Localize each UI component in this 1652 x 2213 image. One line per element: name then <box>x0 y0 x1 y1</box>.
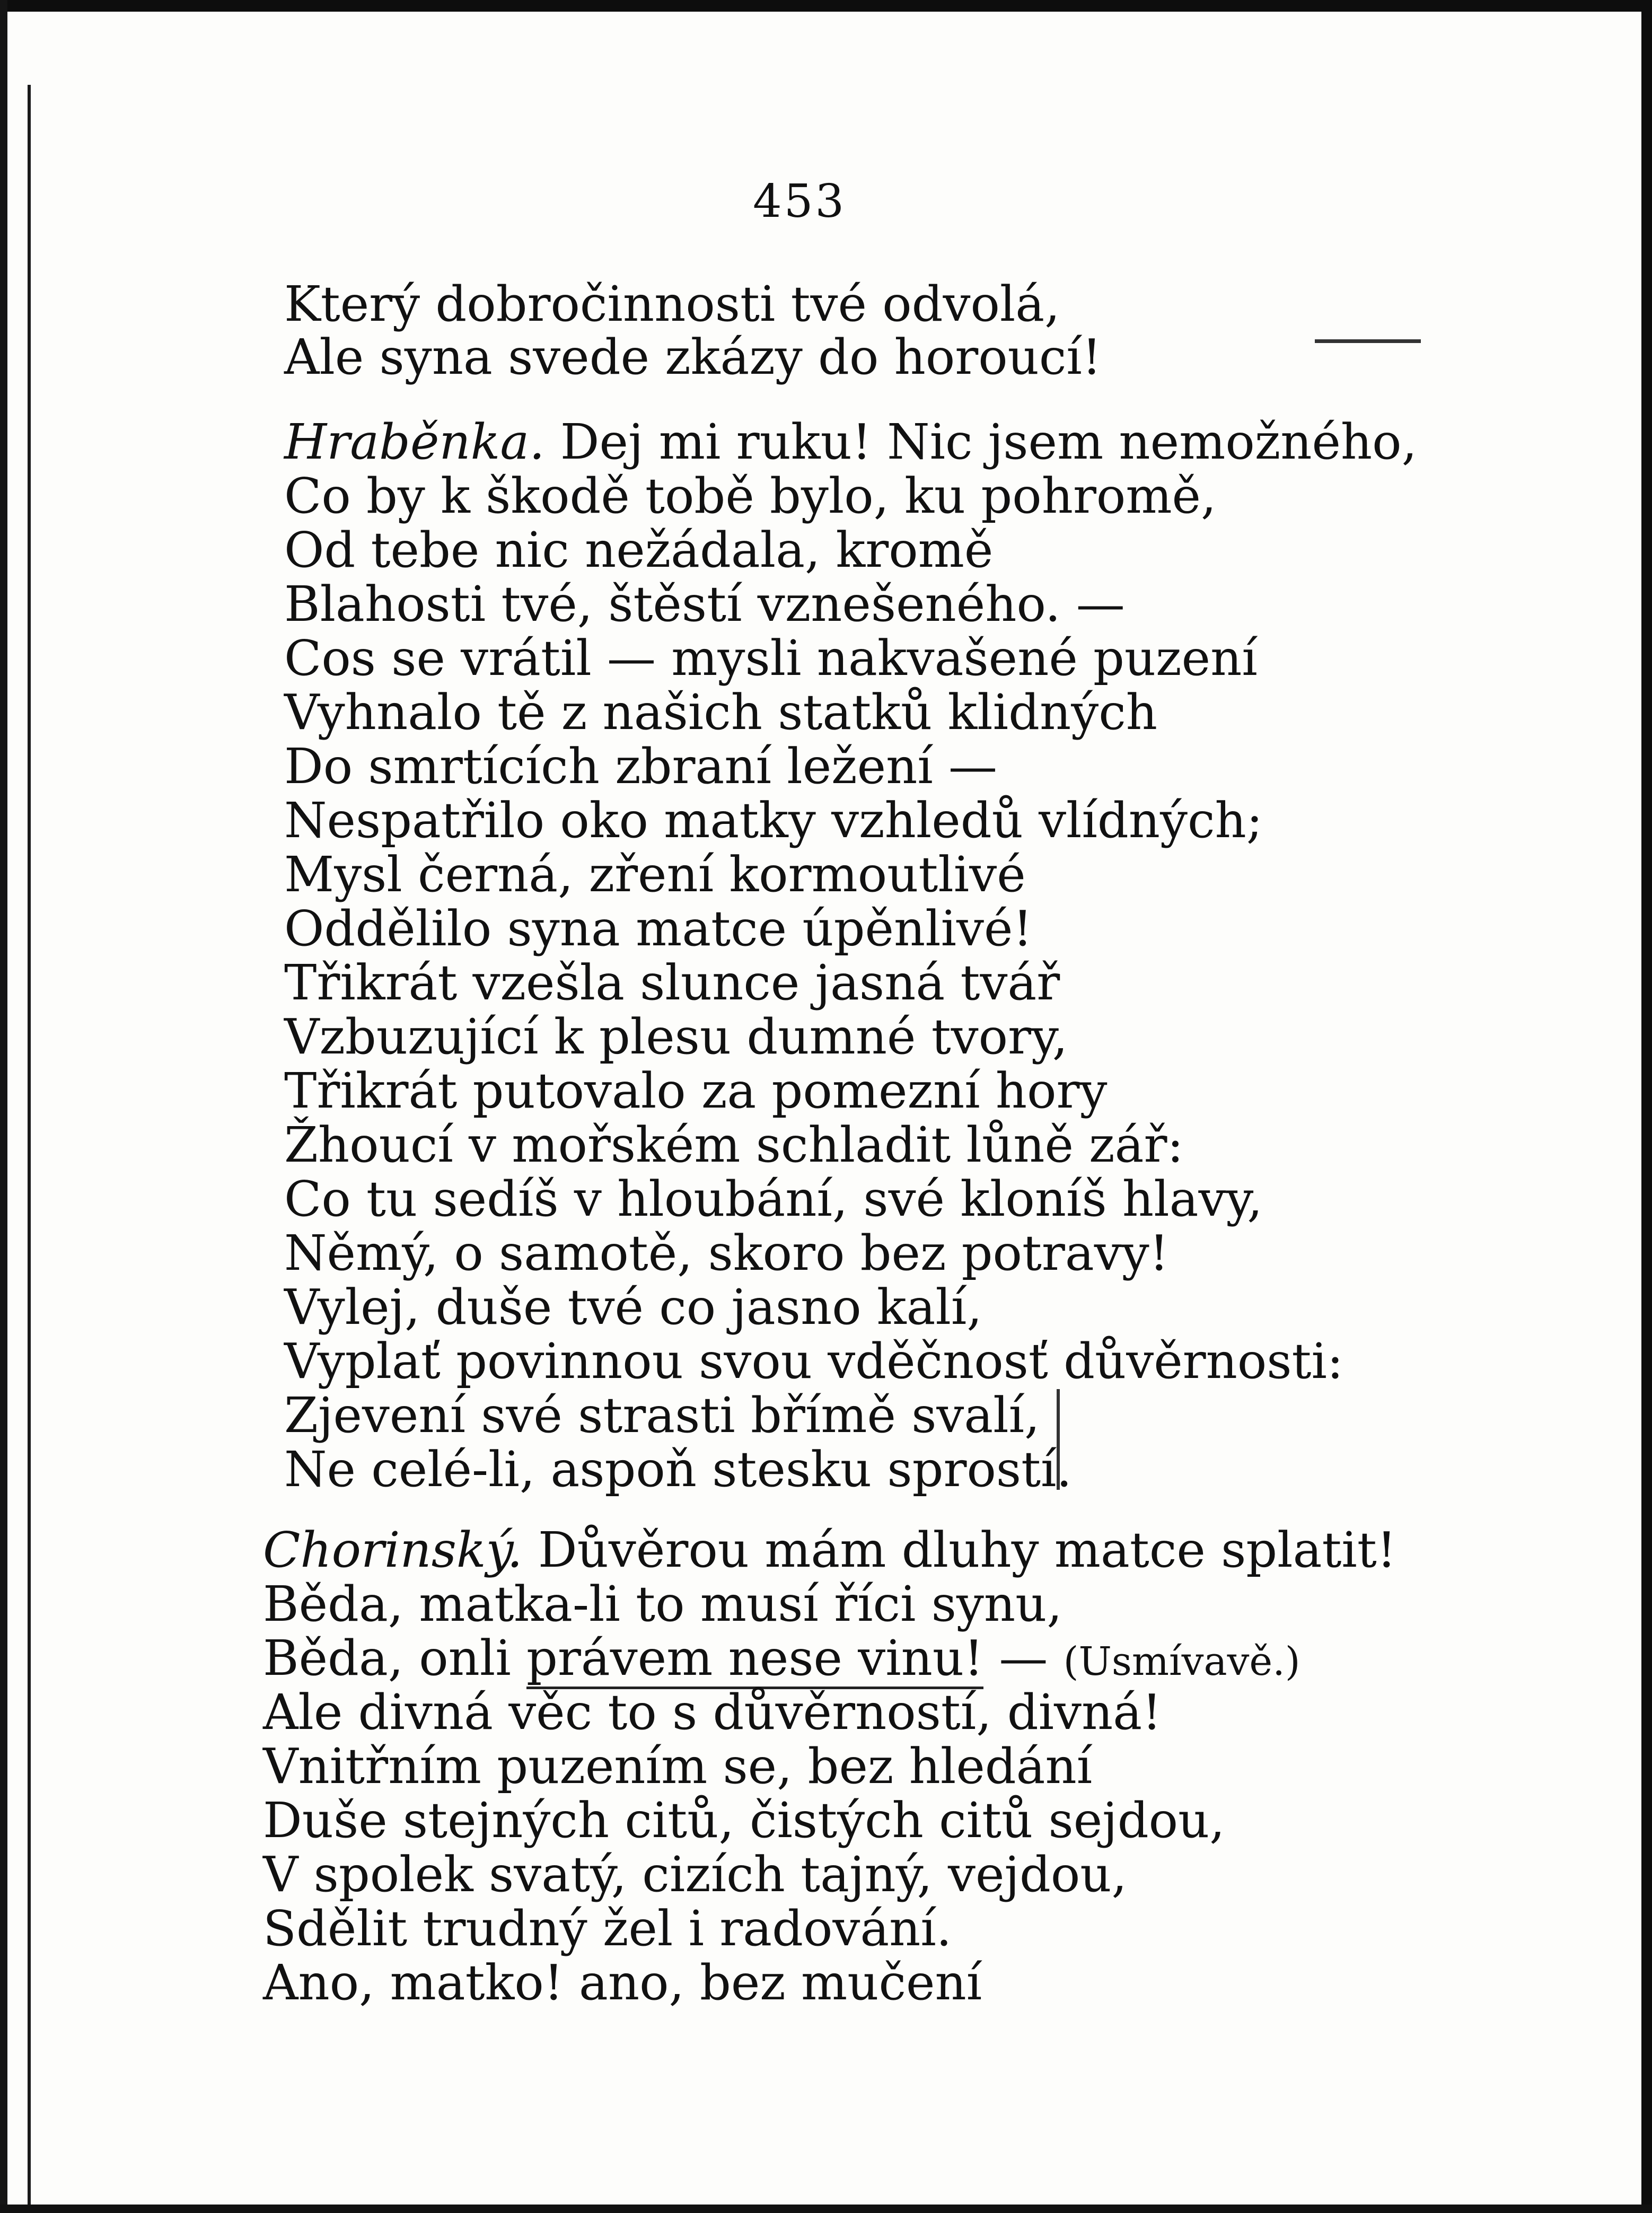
verse-line: Ne celé-li, aspoň stesku sprostí. <box>284 1441 1072 1498</box>
verse-line-with-speaker <box>284 414 1417 470</box>
verse-line: Třikrát vzešla slunce jasná tvář <box>284 954 1060 1011</box>
verse-line: Žhoucí v mořském schladit lůně zář: <box>284 1117 1184 1173</box>
verse-line: Oddělilo syna matce úpěnlivé! <box>284 900 1033 957</box>
stage-direction: (Usmívavě.) <box>1063 1639 1300 1684</box>
verse-line: Němý, o samotě, skoro bez potravy! <box>284 1225 1169 1281</box>
verse-text: Běda, onli <box>263 1630 527 1687</box>
verse-line: Cos se vrátil — mysli nakvašené puzení <box>284 630 1258 687</box>
verse-text: Dej mi ruku! Nic jsem nemožného, <box>544 414 1417 470</box>
verse-line: Nespatřilo oko matky vzhledů vlídných; <box>284 792 1263 849</box>
margin-dash-mark <box>1315 339 1421 343</box>
verse-line: Vyplať povinnou svou vděčnosť důvěrnosti: <box>284 1333 1343 1390</box>
scan-border-left-inner <box>28 85 31 2213</box>
scan-border-bottom <box>0 2205 1652 2213</box>
verse-line: Sdělit trudný žel i radování. <box>263 1900 952 1957</box>
verse-line: Do smrtících zbraní ležení — <box>284 738 998 795</box>
page-number: 453 <box>753 175 847 228</box>
verse-line: Vzbuzující k plesu dumné tvory, <box>284 1008 1068 1065</box>
verse-line: Vnitřním puzením se, bez hledání <box>263 1738 1093 1795</box>
scan-border-left <box>0 0 7 2213</box>
verse-line: Vylej, duše tvé co jasno kalí, <box>284 1279 982 1336</box>
speaker-name: Hraběnka. <box>284 414 545 470</box>
verse-line-with-stage-direction <box>263 1630 1300 1687</box>
verse-line: Blahosti tvé, štěstí vznešeného. — <box>284 576 1125 633</box>
verse-line: Vyhnalo tě z našich statků klidných <box>284 684 1157 741</box>
dash: — <box>983 1630 1064 1687</box>
verse-line-with-speaker <box>263 1522 1396 1578</box>
verse-line: Mysl černá, zření kormoutlivé <box>284 846 1026 903</box>
verse-text: Důvěrou mám dluhy matce splatit! <box>522 1522 1396 1578</box>
verse-line: Co tu sedíš v hloubání, své kloníš hlavy, <box>284 1171 1263 1227</box>
scan-border-top <box>0 0 1652 12</box>
speaker-name: Chorinský. <box>263 1522 523 1578</box>
verse-line: Duše stejných citů, čistých citů sejdou, <box>263 1792 1225 1849</box>
underlined-text: právem nese vinu! <box>526 1630 983 1689</box>
verse-line: Zjevení své strasti břímě svalí, <box>284 1387 1040 1444</box>
verse-line: Ale divná věc to s důvěrností, divná! <box>263 1684 1162 1741</box>
verse-line: Co by k škodě tobě bylo, ku pohromě, <box>284 468 1217 524</box>
verse-line: Ano, matko! ano, bez mučení <box>263 1954 982 2011</box>
verse-line: Od tebe nic nežádala, kromě <box>284 522 994 578</box>
verse-line: V spolek svatý, cizích tajný, vejdou, <box>263 1846 1127 1903</box>
verse-line: Běda, matka-li to musí říci synu, <box>263 1576 1062 1632</box>
verse-line: Třikrát putovalo za pomezní hory <box>284 1062 1108 1119</box>
verse-line: Ale syna svede zkázy do horoucí! <box>284 329 1102 385</box>
scan-border-right <box>1641 0 1652 2213</box>
verse-line: Který dobročinnosti tvé odvolá, <box>284 276 1060 332</box>
